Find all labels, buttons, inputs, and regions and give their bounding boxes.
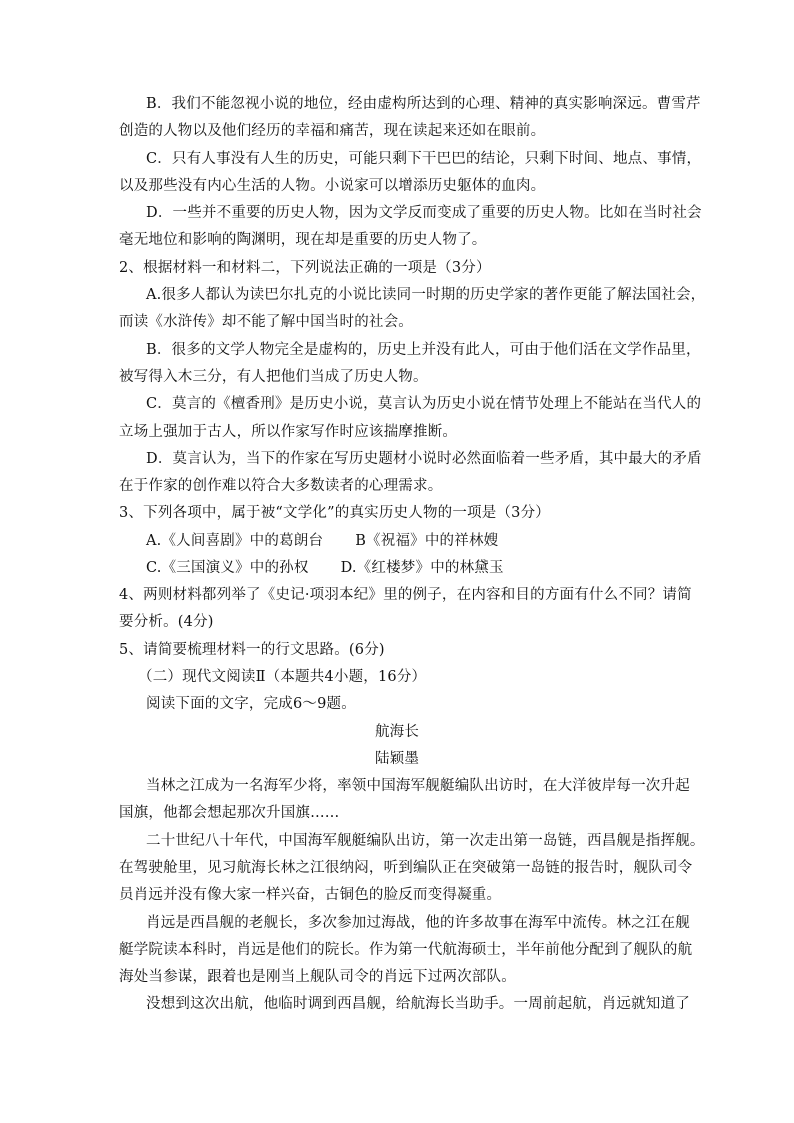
option-a: A.《人间喜剧》中的葛朗台 [146, 533, 324, 549]
question-4: 4、两则材料都列举了《史记·项羽本纪》里的例子，在内容和目的方面有什么不同？请简 [119, 587, 692, 603]
text-line: 肖远是西昌舰的老舰长，多次参加过海战，他的许多故事在海军中流传。林之江在舰 [146, 915, 690, 931]
text-line: 毫无地位和影响的陶渊明，现在却是重要的历史人物了。 [119, 232, 487, 248]
text-line: 在驾驶舱里，见习航海长林之江很纳闷，听到编队正在突破第一岛链的报告时，舰队司令 [119, 860, 693, 876]
option-row [0, 531, 794, 551]
article-author: 陆颖墨 [374, 751, 420, 767]
option-d: D．莫言认为，当下的作家在写历史题材小说时必然面临着一些矛盾，其中最大的矛盾 [146, 451, 702, 467]
text-line: 以及那些没有内心生活的人物。小说家可以增添历史躯体的血肉。 [119, 178, 546, 194]
text-line: 当林之江成为一名海军少将，率领中国海军舰艇编队出访时，在大洋彼岸每一次升起 [146, 778, 690, 794]
question-5: 5、请简要梳理材料一的行文思路。(6分) [119, 642, 385, 658]
text-line: 二十世纪八十年代，中国海军舰艇编队出访，第一次走出第一岛链，西昌舰是指挥舰。 [146, 833, 705, 849]
question-3: 3、下列各项中，属于被“文学化”的真实历史人物的一项是（3分） [119, 505, 550, 521]
text-line: 立场上强加于古人，所以作家写作时应该揣摩推断。 [119, 424, 458, 440]
text-line: 而读《水浒传》却不能了解中国当时的社会。 [119, 314, 413, 330]
section-heading: （二）现代文阅读Ⅱ（本题共4小题，16分） [138, 669, 427, 685]
option-b: B．很多的文学人物完全是虚构的，历史上并没有此人，可由于他们活在文学作品里， [146, 342, 701, 358]
text-line: C．只有人事没有人生的历史，可能只剩下干巴巴的结论，只剩下时间、地点、事情， [146, 151, 702, 167]
text-line: B．我们不能忽视小说的地位，经由虚构所达到的心理、精神的真实影响深远。曹雪芹 [146, 96, 701, 112]
text-line: 员肖远并没有像大家一样兴奋，古铜色的脸反而变得凝重。 [119, 887, 502, 903]
text-line: 被写得入木三分，有人把他们当成了历史人物。 [119, 369, 428, 385]
instruction: 阅读下面的文字，完成6～9题。 [146, 696, 356, 712]
text-line: 没想到这次出航，他临时调到西昌舰，给航海长当助手。一周前起航，肖远就知道了 [146, 996, 690, 1012]
text-line: 要分析。(4分) [119, 614, 214, 630]
option-c: C．莫言的《檀香刑》是历史小说，莫言认为历史小说在情节处理上不能站在当代人的 [146, 396, 702, 412]
article-title: 航海长 [374, 724, 420, 740]
text-line: D．一些并不重要的历史人物，因为文学反而变成了重要的历史人物。比如在当时社会 [146, 205, 702, 221]
text-line: 海处当参谋，跟着也是刚当上舰队司令的肖远下过两次部队。 [119, 969, 516, 985]
option-b: B《祝福》中的祥林嫂 [355, 533, 499, 549]
option-row [0, 558, 794, 578]
text-line: 在于作家的创作难以符合大多数读者的心理需求。 [119, 478, 443, 494]
option-c: C.《三国演义》中的孙权 [146, 560, 309, 576]
text-line: 创造的人物以及他们经历的幸福和痛苦，现在读起来还如在眼前。 [119, 123, 546, 139]
option-d: D.《红楼梦》中的林黛玉 [340, 560, 504, 576]
text-line: 艇学院读本科时，肖远是他们的院长。作为第一代航海硕士，半年前他分配到了舰队的航 [119, 942, 693, 958]
option-a: A.很多人都认为读巴尔扎克的小说比读同一时期的历史学家的著作更能了解法国社会， [146, 287, 706, 303]
text-line: 国旗，他都会想起那次升国旗…… [119, 805, 340, 821]
question-2: 2、根据材料一和材料二，下列说法正确的一项是（3分） [119, 260, 491, 276]
